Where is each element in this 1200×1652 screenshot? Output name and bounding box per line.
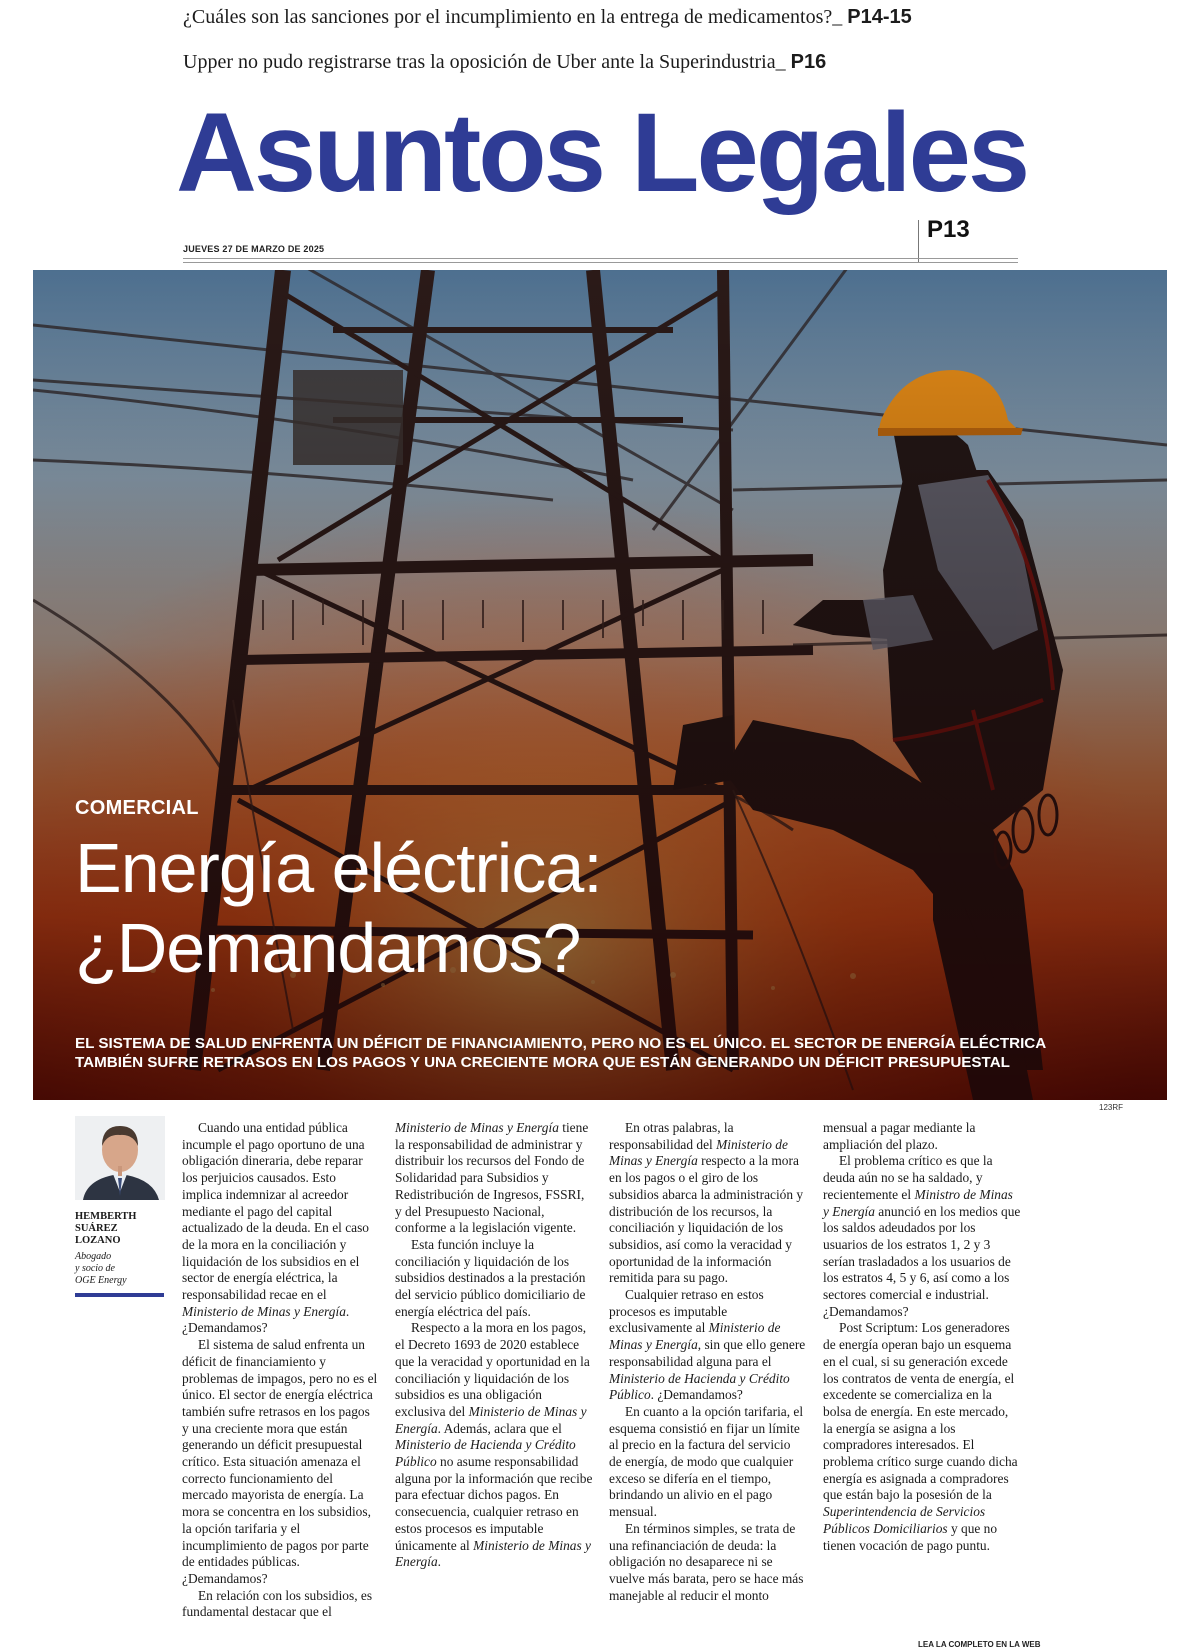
paragraph: Respecto a la mora en los pagos, el Decreto 1693 de 2020 establece que la veracidad y oportunidad en la conciliación y liquidación de los subsidios es una obligación exclusiva del Ministerio de Minas y Energía. Además, aclara que el Ministerio de Hacienda y Crédito Público no asume responsabilidad alguna por la información que recibe para efectuar dichos pagos. En consecuencia, cualquier retraso en estos procesos es imputable únicamente al Ministerio de Minas y Energía. xyxy=(395,1320,593,1570)
divider xyxy=(918,220,919,262)
paragraph: En términos simples, se trata de una refinanciación de deuda: la obligación no desaparece ni se vuelve más barata, pero se hace más manejable al reducir el monto xyxy=(609,1520,804,1603)
article-kicker: COMERCIAL xyxy=(75,797,199,819)
article-column-4 xyxy=(823,1120,1021,1554)
article-deck: EL SISTEMA DE SALUD ENFRENTA UN DÉFICIT DE FINANCIAMIENTO, PERO NO ES EL ÚNICO. EL SECTOR DE ENERGÍA ELÉCTRICA TAMBIÉN SUFRE RETRASOS EN LOS PAGOS Y UNA CRECIENTE MORA QUE ESTÁN GENERANDO UN DÉFICIT PRESUPUESTAL xyxy=(75,1035,1046,1071)
masthead: Asuntos Legales xyxy=(176,90,1028,215)
headline-line: Energía eléctrica: xyxy=(75,829,602,907)
read-more-link[interactable]: LEA LA COMPLETO EN LA WEB xyxy=(918,1640,1041,1649)
author-box xyxy=(75,1116,167,1297)
author-name xyxy=(75,1211,167,1247)
teaser-text: ¿Cuáles son las sanciones por el incumplimiento en la entrega de medicamentos?_ xyxy=(183,6,848,28)
article-column-2 xyxy=(395,1120,593,1571)
author-name-line: SUÁREZ xyxy=(75,1223,118,1234)
paragraph: En cuanto a la opción tarifaria, el esquema consistió en fijar un límite al precio en la factura del servicio de energía, de modo que cualquier exceso se difería en el tiempo, brindando un alivio en el pago mensual. xyxy=(609,1403,804,1520)
article-column-3 xyxy=(609,1120,806,1604)
author-role xyxy=(75,1251,167,1287)
page-number: P13 xyxy=(927,216,970,243)
divider xyxy=(183,258,1018,259)
paragraph: El problema crítico es que la deuda aún no se ha saldado, y recientemente el Ministro de Minas y Energía anunció en los medios que los saldos adeudados por los usuarios de los estratos 1, 2 y 3 serían trasladados a los usuarios de los estratos 4, 5 y 6, así como a los sectores comercial e industrial. ¿Demandamos? xyxy=(823,1153,1021,1319)
author-role-line: OGE Energy xyxy=(75,1275,127,1286)
teaser-page: P14-15 xyxy=(847,6,912,28)
paragraph: El sistema de salud enfrenta un déficit de financiamiento y problemas de impagos, pero no es el único. El sector de energía eléctrica también sufre retrasos en los pagos y una creciente mora que están generando un déficit presupuestal crítico. Esta situación amenaza el correcto funcionamiento del mercado mayorista de energía. La mora se concentra en los subsidios, la opción tarifaria y el incumplimiento de pagos por parte de entidades públicas. ¿Demandamos? xyxy=(182,1337,378,1586)
article-column-1 xyxy=(182,1120,378,1621)
teaser-upper[interactable] xyxy=(183,51,826,74)
teaser-text: Upper no pudo registrarse tras la oposición de Uber ante la Superindustria_ xyxy=(183,51,791,73)
author-photo xyxy=(75,1116,165,1200)
headline-line: ¿Demandamos? xyxy=(75,909,581,987)
paragraph: mensual a pagar mediante la ampliación del plazo. xyxy=(823,1120,976,1152)
article-headline xyxy=(75,828,602,988)
teaser-page: P16 xyxy=(790,51,827,73)
author-name-line: LOZANO xyxy=(75,1235,121,1246)
dateline: JUEVES 27 DE MARZO DE 2025 xyxy=(183,244,325,254)
paragraph: Ministerio de Minas y Energía tiene la responsabilidad de administrar y distribuir los recursos del Fondo de Solidaridad para Subsidios y Redistribución de Ingresos, FSSRI, y del Presupuesto Nacional, conforme a la legislación vigente. xyxy=(395,1120,589,1236)
author-role-line: y socio de xyxy=(75,1263,115,1274)
divider xyxy=(183,262,1018,263)
paragraph: En otras palabras, la responsabilidad del Ministerio de Minas y Energía respecto a la mora en los pagos o el giro de los subsidios abarca la administración y distribución de los recursos, la conciliación y liquidación de los subsidios, así como la veracidad y oportunidad de la información remitida para su pago. xyxy=(609,1120,804,1286)
author-accent-bar xyxy=(75,1293,164,1297)
teaser-medicamentos[interactable] xyxy=(183,6,912,29)
paragraph: Esta función incluye la conciliación y liquidación de los subsidios destinados a la prestación del servicio público domiciliario de energía eléctrica del país. xyxy=(395,1236,586,1319)
photo-credit: 123RF xyxy=(1099,1103,1124,1112)
paragraph: Cualquier retraso en estos procesos es imputable exclusivamente al Ministerio de Minas y Energía, sin que ello genere responsabilidad alguna para el Ministerio de Hacienda y Crédito Público. ¿Demandamos? xyxy=(609,1287,806,1403)
author-role-line: Abogado xyxy=(75,1251,112,1262)
paragraph: En relación con los subsidios, es fundamental destacar que el xyxy=(182,1587,373,1620)
author-name-line: HEMBERTH xyxy=(75,1211,137,1222)
paragraph: Post Scriptum: Los generadores de energía operan bajo un esquema en el cual, si su generación excede los contratos de venta de energía, el excedente se comercializa en la bolsa de energía. En este mercado, la energía se asigna a los compradores interesados. El problema crítico surge cuando dicha energía es asignada a compradores que están bajo la posesión de la Superintendencia de Servicios Públicos Domiciliarios y que no tienen vocación de pago puntu. xyxy=(823,1320,1018,1553)
paragraph: Cuando una entidad pública incumple el pago oportuno de una obligación dineraria, debe reparar los perjuicios causados. Esto implica indemnizar al acreedor mediante el pago del capital actualizado de la deuda. En el caso de la mora en la conciliación y liquidación de los subsidios en el sector de energía eléctrica, la responsabilidad recae en el Ministerio de Minas y Energía. ¿Demandamos? xyxy=(182,1120,370,1336)
